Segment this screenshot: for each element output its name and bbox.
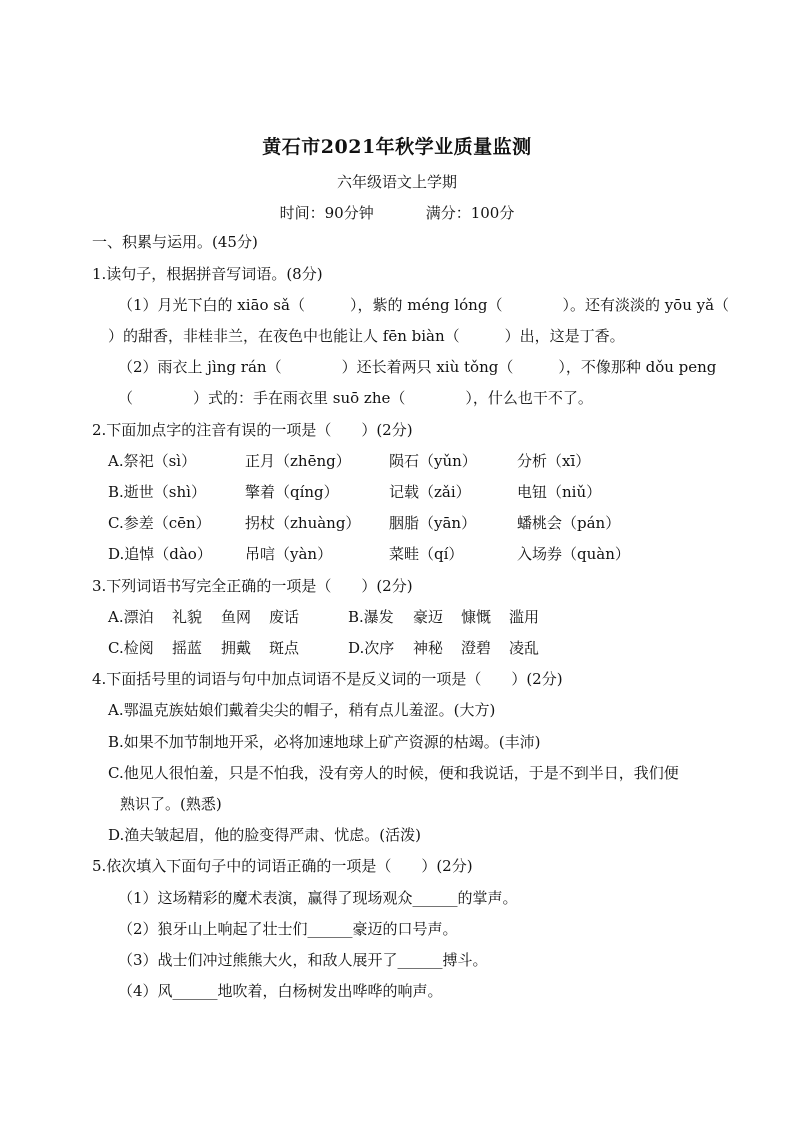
q5-stem: 5.依次填入下面句子中的词语正确的一项是（ ）(2分) <box>92 857 473 875</box>
q1-line-1: （1）月光下白的 xiāo sǎ（ ），紫的 méng lóng（ ）。还有淡淡的 yōu yǎ（ <box>118 296 730 314</box>
q3-word: 豪迈 <box>413 608 444 626</box>
q2-option-a-3: 陨石（yǔn） <box>389 452 477 470</box>
q2-option-c-3: 胭脂（yān） <box>389 514 477 532</box>
q5-line-2: （2）狼牙山上响起了壮士们______豪迈的口号声。 <box>118 920 458 938</box>
q3-word: 斑点 <box>269 639 300 657</box>
q2-option-b-3: 记载（zǎi） <box>389 483 471 501</box>
q2-option-b-2: 擎着（qíng） <box>245 483 339 501</box>
q3-word: 神秘 <box>413 639 444 657</box>
q3-word: 礼貌 <box>172 608 203 626</box>
q3-word: C.检阅 <box>108 639 154 657</box>
exam-time-info <box>0 202 794 223</box>
q1-line-4: （ ）式的：手在雨衣里 suō zhe（ ），什么也干不了。 <box>118 389 593 407</box>
q3-stem: 3.下列词语书写完全正确的一项是（ ）(2分) <box>92 577 413 595</box>
q3-word: 拥戴 <box>221 639 252 657</box>
q2-option-c-1: C.参差（cēn） <box>108 514 211 532</box>
q1-line-3: （2）雨衣上 jìng rán（ ）还长着两只 xiù tǒng（ ），不像那种 dǒu peng <box>118 358 717 376</box>
q3-word: 摇蓝 <box>172 639 203 657</box>
q2-option-d-4: 入场券（quàn） <box>517 545 630 563</box>
q4-option-c-cont: 熟识了。(熟悉) <box>120 795 222 813</box>
q5-line-4: （4）风______地吹着，白杨树发出哗哗的响声。 <box>118 982 443 1000</box>
q3-word: 澄碧 <box>461 639 492 657</box>
q3-word: 鱼网 <box>221 608 252 626</box>
q2-option-a-4: 分析（xī） <box>517 452 591 470</box>
q4-stem: 4.下面括号里的词语与句中加点词语不是反义词的一项是（ ）(2分) <box>92 670 563 688</box>
full-score: 满分：100分 <box>425 204 515 222</box>
q3-word: B.瀑发 <box>348 608 394 626</box>
q4-option-c: C.他见人很怕羞，只是不怕我，没有旁人的时候，便和我说话，于是不到半日，我们便 <box>108 764 679 782</box>
q2-option-c-2: 拐杖（zhuàng） <box>245 514 361 532</box>
q3-word: A.漂泊 <box>108 608 154 626</box>
q3-word: 废话 <box>269 608 300 626</box>
q3-word: D.次序 <box>348 639 395 657</box>
q5-line-1: （1）这场精彩的魔术表演，赢得了现场观众______的掌声。 <box>118 889 518 907</box>
q3-word: 滥用 <box>509 608 540 626</box>
exam-subtitle: 六年级语文上学期 <box>336 173 457 191</box>
q2-option-b-4: 电钮（niǔ） <box>517 483 602 501</box>
q1-line-2: ）的甜香，非桂非兰，在夜色中也能让人 fēn biàn（ ）出，这是丁香。 <box>108 327 625 345</box>
q3-word: 凌乱 <box>509 639 540 657</box>
section-heading: 一、积累与运用。(45分) <box>92 233 258 251</box>
q2-option-a-2: 正月（zhēng） <box>245 452 351 470</box>
q3-word: 慷慨 <box>461 608 492 626</box>
q2-option-d-1: D.追悼（dào） <box>108 545 212 563</box>
q2-option-d-2: 吊唁（yàn） <box>245 545 333 563</box>
q2-option-d-3: 菜畦（qí） <box>389 545 464 563</box>
q1-stem: 1.读句子，根据拼音写词语。(8分) <box>92 265 323 283</box>
q2-option-a-1: A.祭祀（sì） <box>108 452 197 470</box>
q4-option-b: B.如果不加节制地开采，必将加速地球上矿产资源的枯竭。(丰沛) <box>108 733 541 751</box>
q2-option-c-4: 蟠桃会（pán） <box>517 514 621 532</box>
q2-stem: 2.下面加点字的注音有误的一项是（ ）(2分) <box>92 421 413 439</box>
q4-option-d: D.渔夫皱起眉，他的脸变得严肃、忧虑。(活泼) <box>108 826 421 844</box>
time-limit: 时间：90分钟 <box>279 204 374 222</box>
q2-option-b-1: B.逝世（shì） <box>108 483 206 501</box>
exam-title: 黄石市2021年秋学业质量监测 <box>262 136 532 158</box>
q5-line-3: （3）战士们冲过熊熊大火，和敌人展开了______搏斗。 <box>118 951 488 969</box>
q4-option-a: A.鄂温克族姑娘们戴着尖尖的帽子，稍有点儿羞涩。(大方) <box>108 701 496 719</box>
